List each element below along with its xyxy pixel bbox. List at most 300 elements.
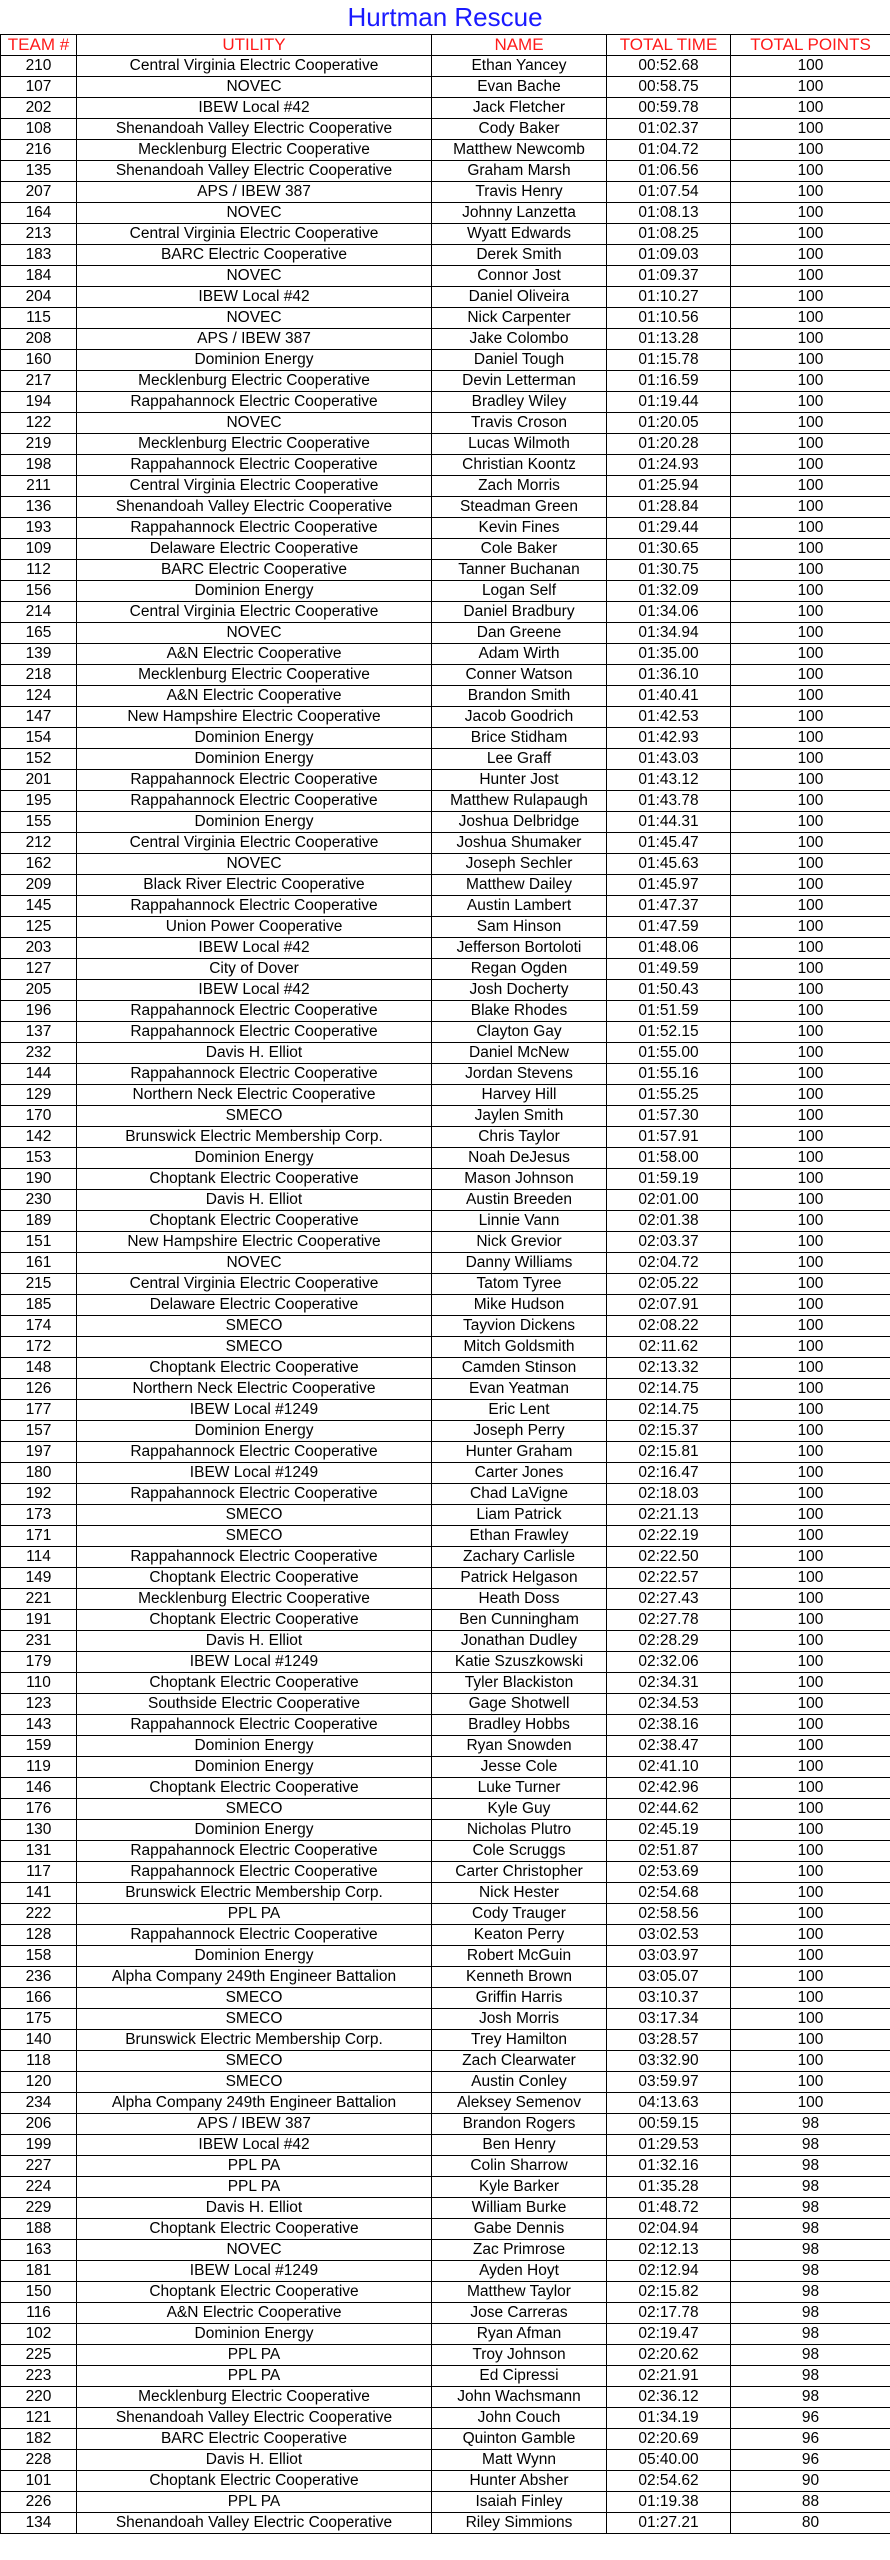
- name-cell: Clayton Gay: [432, 1022, 607, 1043]
- team-number-cell: 118: [1, 2051, 77, 2072]
- total-points-cell: 100: [731, 98, 890, 119]
- table-row: [1, 896, 890, 917]
- total-time-cell: 02:04.94: [607, 2219, 731, 2240]
- total-points-cell: 100: [731, 1547, 890, 1568]
- total-time-cell: 01:19.44: [607, 392, 731, 413]
- total-points-cell: 100: [731, 455, 890, 476]
- name-cell: Matthew Dailey: [432, 875, 607, 896]
- total-time-cell: 01:55.25: [607, 1085, 731, 1106]
- name-cell: Colin Sharrow: [432, 2156, 607, 2177]
- name-cell: Tayvion Dickens: [432, 1316, 607, 1337]
- total-points-cell: 100: [731, 665, 890, 686]
- total-points-cell: 98: [731, 2135, 890, 2156]
- total-points-cell: 98: [731, 2366, 890, 2387]
- name-cell: Griffin Harris: [432, 1988, 607, 2009]
- total-time-cell: 02:15.37: [607, 1421, 731, 1442]
- total-points-cell: 88: [731, 2492, 890, 2513]
- total-time-cell: 01:10.56: [607, 308, 731, 329]
- utility-cell: Delaware Electric Cooperative: [77, 1295, 432, 1316]
- total-points-cell: 100: [731, 1694, 890, 1715]
- utility-cell: BARC Electric Cooperative: [77, 560, 432, 581]
- table-row: [1, 539, 890, 560]
- name-cell: Josh Morris: [432, 2009, 607, 2030]
- table-row: [1, 1694, 890, 1715]
- name-cell: Zac Primrose: [432, 2240, 607, 2261]
- total-time-cell: 03:02.53: [607, 1925, 731, 1946]
- team-number-cell: 152: [1, 749, 77, 770]
- table-row: [1, 2051, 890, 2072]
- total-points-cell: 100: [731, 1967, 890, 1988]
- utility-cell: Rappahannock Electric Cooperative: [77, 1841, 432, 1862]
- table-row: [1, 2009, 890, 2030]
- utility-cell: SMECO: [77, 1505, 432, 1526]
- table-row: [1, 1400, 890, 1421]
- team-number-cell: 109: [1, 539, 77, 560]
- table-row: [1, 1169, 890, 1190]
- utility-cell: Mecklenburg Electric Cooperative: [77, 371, 432, 392]
- team-number-cell: 232: [1, 1043, 77, 1064]
- total-time-cell: 02:38.16: [607, 1715, 731, 1736]
- team-number-cell: 177: [1, 1400, 77, 1421]
- table-row: [1, 2072, 890, 2093]
- utility-cell: IBEW Local #1249: [77, 1463, 432, 1484]
- name-cell: Joshua Shumaker: [432, 833, 607, 854]
- total-points-cell: 98: [731, 2387, 890, 2408]
- name-cell: Daniel Bradbury: [432, 602, 607, 623]
- total-time-cell: 01:45.97: [607, 875, 731, 896]
- name-cell: Steadman Green: [432, 497, 607, 518]
- name-cell: Kyle Barker: [432, 2177, 607, 2198]
- total-points-cell: 100: [731, 224, 890, 245]
- column-header-name: NAME: [432, 35, 607, 56]
- total-time-cell: 01:32.09: [607, 581, 731, 602]
- name-cell: Ryan Afman: [432, 2324, 607, 2345]
- name-cell: Carter Jones: [432, 1463, 607, 1484]
- total-time-cell: 01:44.31: [607, 812, 731, 833]
- total-time-cell: 01:51.59: [607, 1001, 731, 1022]
- total-time-cell: 03:10.37: [607, 1988, 731, 2009]
- total-time-cell: 01:43.12: [607, 770, 731, 791]
- name-cell: Patrick Helgason: [432, 1568, 607, 1589]
- total-points-cell: 100: [731, 1757, 890, 1778]
- total-points-cell: 100: [731, 1862, 890, 1883]
- total-time-cell: 01:40.41: [607, 686, 731, 707]
- utility-cell: Union Power Cooperative: [77, 917, 432, 938]
- table-row: [1, 497, 890, 518]
- team-number-cell: 130: [1, 1820, 77, 1841]
- total-points-cell: 100: [731, 623, 890, 644]
- total-points-cell: 100: [731, 833, 890, 854]
- total-time-cell: 02:19.47: [607, 2324, 731, 2345]
- utility-cell: Rappahannock Electric Cooperative: [77, 392, 432, 413]
- name-cell: Jacob Goodrich: [432, 707, 607, 728]
- team-number-cell: 107: [1, 77, 77, 98]
- total-time-cell: 01:45.47: [607, 833, 731, 854]
- utility-cell: PPL PA: [77, 2345, 432, 2366]
- total-points-cell: 100: [731, 308, 890, 329]
- utility-cell: Shenandoah Valley Electric Cooperative: [77, 2408, 432, 2429]
- utility-cell: City of Dover: [77, 959, 432, 980]
- table-row: [1, 938, 890, 959]
- name-cell: Chris Taylor: [432, 1127, 607, 1148]
- total-time-cell: 02:17.78: [607, 2303, 731, 2324]
- total-points-cell: 98: [731, 2156, 890, 2177]
- table-row: [1, 2261, 890, 2282]
- utility-cell: IBEW Local #1249: [77, 2261, 432, 2282]
- name-cell: Nick Carpenter: [432, 308, 607, 329]
- table-row: [1, 2366, 890, 2387]
- results-body: [1, 56, 890, 2534]
- team-number-cell: 157: [1, 1421, 77, 1442]
- name-cell: Connor Jost: [432, 266, 607, 287]
- table-row: [1, 2219, 890, 2240]
- name-cell: Jesse Cole: [432, 1757, 607, 1778]
- table-row: [1, 140, 890, 161]
- name-cell: Graham Marsh: [432, 161, 607, 182]
- total-time-cell: 01:43.78: [607, 791, 731, 812]
- total-time-cell: 01:42.93: [607, 728, 731, 749]
- team-number-cell: 122: [1, 413, 77, 434]
- total-points-cell: 100: [731, 1820, 890, 1841]
- utility-cell: Rappahannock Electric Cooperative: [77, 1862, 432, 1883]
- utility-cell: Dominion Energy: [77, 1946, 432, 1967]
- team-number-cell: 154: [1, 728, 77, 749]
- table-row: [1, 1232, 890, 1253]
- utility-cell: Choptank Electric Cooperative: [77, 1568, 432, 1589]
- name-cell: Chad LaVigne: [432, 1484, 607, 1505]
- total-time-cell: 03:17.34: [607, 2009, 731, 2030]
- name-cell: Quinton Gamble: [432, 2429, 607, 2450]
- team-number-cell: 166: [1, 1988, 77, 2009]
- team-number-cell: 153: [1, 1148, 77, 1169]
- team-number-cell: 227: [1, 2156, 77, 2177]
- total-points-cell: 100: [731, 1274, 890, 1295]
- name-cell: Jose Carreras: [432, 2303, 607, 2324]
- total-time-cell: 02:12.94: [607, 2261, 731, 2282]
- total-points-cell: 100: [731, 476, 890, 497]
- team-number-cell: 162: [1, 854, 77, 875]
- table-row: [1, 434, 890, 455]
- team-number-cell: 114: [1, 1547, 77, 1568]
- total-points-cell: 100: [731, 938, 890, 959]
- table-row: [1, 560, 890, 581]
- name-cell: Joseph Sechler: [432, 854, 607, 875]
- name-cell: William Burke: [432, 2198, 607, 2219]
- name-cell: John Wachsmann: [432, 2387, 607, 2408]
- utility-cell: Choptank Electric Cooperative: [77, 2282, 432, 2303]
- total-time-cell: 01:45.63: [607, 854, 731, 875]
- total-time-cell: 02:20.62: [607, 2345, 731, 2366]
- total-points-cell: 100: [731, 1715, 890, 1736]
- utility-cell: Davis H. Elliot: [77, 1190, 432, 1211]
- team-number-cell: 188: [1, 2219, 77, 2240]
- utility-cell: Central Virginia Electric Cooperative: [77, 833, 432, 854]
- table-row: [1, 2198, 890, 2219]
- total-time-cell: 01:34.94: [607, 623, 731, 644]
- total-time-cell: 01:08.13: [607, 203, 731, 224]
- table-row: [1, 833, 890, 854]
- name-cell: Hunter Graham: [432, 1442, 607, 1463]
- total-points-cell: 100: [731, 1841, 890, 1862]
- total-points-cell: 100: [731, 791, 890, 812]
- total-time-cell: 02:27.43: [607, 1589, 731, 1610]
- table-row: [1, 455, 890, 476]
- total-points-cell: 100: [731, 56, 890, 77]
- total-time-cell: 02:34.53: [607, 1694, 731, 1715]
- utility-cell: Central Virginia Electric Cooperative: [77, 476, 432, 497]
- team-number-cell: 220: [1, 2387, 77, 2408]
- team-number-cell: 213: [1, 224, 77, 245]
- total-points-cell: 100: [731, 1631, 890, 1652]
- total-time-cell: 02:58.56: [607, 1904, 731, 1925]
- total-time-cell: 02:22.57: [607, 1568, 731, 1589]
- total-time-cell: 02:14.75: [607, 1400, 731, 1421]
- name-cell: Kyle Guy: [432, 1799, 607, 1820]
- team-number-cell: 117: [1, 1862, 77, 1883]
- total-points-cell: 100: [731, 707, 890, 728]
- total-time-cell: 02:38.47: [607, 1736, 731, 1757]
- team-number-cell: 145: [1, 896, 77, 917]
- name-cell: Tanner Buchanan: [432, 560, 607, 581]
- name-cell: Troy Johnson: [432, 2345, 607, 2366]
- table-row: [1, 602, 890, 623]
- name-cell: Dan Greene: [432, 623, 607, 644]
- table-row: [1, 1904, 890, 1925]
- table-row: [1, 1652, 890, 1673]
- utility-cell: APS / IBEW 387: [77, 329, 432, 350]
- total-points-cell: 100: [731, 1589, 890, 1610]
- total-time-cell: 01:57.30: [607, 1106, 731, 1127]
- total-time-cell: 02:34.31: [607, 1673, 731, 1694]
- name-cell: Eric Lent: [432, 1400, 607, 1421]
- total-time-cell: 02:42.96: [607, 1778, 731, 1799]
- utility-cell: Dominion Energy: [77, 749, 432, 770]
- table-row: [1, 350, 890, 371]
- total-points-cell: 100: [731, 1610, 890, 1631]
- total-points-cell: 100: [731, 1190, 890, 1211]
- total-time-cell: 02:28.29: [607, 1631, 731, 1652]
- total-points-cell: 100: [731, 329, 890, 350]
- total-points-cell: 100: [731, 602, 890, 623]
- utility-cell: Dominion Energy: [77, 1736, 432, 1757]
- team-number-cell: 120: [1, 2072, 77, 2093]
- utility-cell: PPL PA: [77, 2177, 432, 2198]
- total-time-cell: 02:11.62: [607, 1337, 731, 1358]
- utility-cell: SMECO: [77, 1988, 432, 2009]
- table-row: [1, 875, 890, 896]
- name-cell: Harvey Hill: [432, 1085, 607, 1106]
- table-row: [1, 1883, 890, 1904]
- utility-cell: Rappahannock Electric Cooperative: [77, 1064, 432, 1085]
- total-points-cell: 100: [731, 1148, 890, 1169]
- total-points-cell: 100: [731, 1085, 890, 1106]
- table-row: [1, 1022, 890, 1043]
- name-cell: Camden Stinson: [432, 1358, 607, 1379]
- name-cell: Jefferson Bortoloti: [432, 938, 607, 959]
- utility-cell: Choptank Electric Cooperative: [77, 1610, 432, 1631]
- total-time-cell: 01:30.75: [607, 560, 731, 581]
- total-time-cell: 03:28.57: [607, 2030, 731, 2051]
- name-cell: Cody Trauger: [432, 1904, 607, 1925]
- table-row: [1, 266, 890, 287]
- total-time-cell: 01:07.54: [607, 182, 731, 203]
- utility-cell: BARC Electric Cooperative: [77, 2429, 432, 2450]
- table-row: [1, 2303, 890, 2324]
- total-points-cell: 100: [731, 245, 890, 266]
- total-points-cell: 100: [731, 266, 890, 287]
- team-number-cell: 135: [1, 161, 77, 182]
- table-row: [1, 812, 890, 833]
- table-row: [1, 686, 890, 707]
- utility-cell: Rappahannock Electric Cooperative: [77, 455, 432, 476]
- table-row: [1, 1568, 890, 1589]
- team-number-cell: 172: [1, 1337, 77, 1358]
- table-row: [1, 1421, 890, 1442]
- team-number-cell: 236: [1, 1967, 77, 1988]
- team-number-cell: 144: [1, 1064, 77, 1085]
- team-number-cell: 125: [1, 917, 77, 938]
- total-points-cell: 98: [731, 2324, 890, 2345]
- utility-cell: Central Virginia Electric Cooperative: [77, 224, 432, 245]
- table-row: [1, 287, 890, 308]
- name-cell: Mitch Goldsmith: [432, 1337, 607, 1358]
- total-time-cell: 01:57.91: [607, 1127, 731, 1148]
- utility-cell: SMECO: [77, 2072, 432, 2093]
- table-row: [1, 1211, 890, 1232]
- utility-cell: Northern Neck Electric Cooperative: [77, 1085, 432, 1106]
- name-cell: Ayden Hoyt: [432, 2261, 607, 2282]
- table-row: [1, 1316, 890, 1337]
- table-row: [1, 1064, 890, 1085]
- table-row: [1, 1673, 890, 1694]
- team-number-cell: 201: [1, 770, 77, 791]
- name-cell: Robert McGuin: [432, 1946, 607, 1967]
- name-cell: Jake Colombo: [432, 329, 607, 350]
- utility-cell: Dominion Energy: [77, 1820, 432, 1841]
- total-points-cell: 96: [731, 2450, 890, 2471]
- utility-cell: Rappahannock Electric Cooperative: [77, 896, 432, 917]
- total-points-cell: 100: [731, 1337, 890, 1358]
- table-row: [1, 371, 890, 392]
- team-number-cell: 195: [1, 791, 77, 812]
- table-row: [1, 2345, 890, 2366]
- table-row: [1, 2093, 890, 2114]
- team-number-cell: 110: [1, 1673, 77, 1694]
- name-cell: Matt Wynn: [432, 2450, 607, 2471]
- total-points-cell: 98: [731, 2345, 890, 2366]
- table-row: [1, 2177, 890, 2198]
- utility-cell: NOVEC: [77, 77, 432, 98]
- name-cell: Johnny Lanzetta: [432, 203, 607, 224]
- total-points-cell: 100: [731, 2051, 890, 2072]
- total-points-cell: 100: [731, 539, 890, 560]
- table-row: [1, 1946, 890, 1967]
- utility-cell: IBEW Local #42: [77, 287, 432, 308]
- total-points-cell: 98: [731, 2177, 890, 2198]
- total-points-cell: 100: [731, 1064, 890, 1085]
- team-number-cell: 142: [1, 1127, 77, 1148]
- table-row: [1, 1841, 890, 1862]
- name-cell: Cody Baker: [432, 119, 607, 140]
- team-number-cell: 197: [1, 1442, 77, 1463]
- total-time-cell: 02:07.91: [607, 1295, 731, 1316]
- name-cell: Zach Clearwater: [432, 2051, 607, 2072]
- total-points-cell: 100: [731, 1904, 890, 1925]
- total-points-cell: 100: [731, 1526, 890, 1547]
- results-table: [0, 34, 890, 2534]
- team-number-cell: 224: [1, 2177, 77, 2198]
- total-points-cell: 100: [731, 854, 890, 875]
- utility-cell: Mecklenburg Electric Cooperative: [77, 2387, 432, 2408]
- total-points-cell: 100: [731, 1106, 890, 1127]
- team-number-cell: 150: [1, 2282, 77, 2303]
- total-points-cell: 100: [731, 77, 890, 98]
- team-number-cell: 161: [1, 1253, 77, 1274]
- header-row: [1, 35, 890, 56]
- total-time-cell: 01:50.43: [607, 980, 731, 1001]
- team-number-cell: 163: [1, 2240, 77, 2261]
- team-number-cell: 108: [1, 119, 77, 140]
- name-cell: Kenneth Brown: [432, 1967, 607, 1988]
- total-time-cell: 01:49.59: [607, 959, 731, 980]
- name-cell: Austin Lambert: [432, 896, 607, 917]
- name-cell: Matthew Rulapaugh: [432, 791, 607, 812]
- utility-cell: NOVEC: [77, 623, 432, 644]
- name-cell: Joshua Delbridge: [432, 812, 607, 833]
- total-points-cell: 100: [731, 1127, 890, 1148]
- team-number-cell: 123: [1, 1694, 77, 1715]
- total-time-cell: 02:41.10: [607, 1757, 731, 1778]
- team-number-cell: 170: [1, 1106, 77, 1127]
- table-row: [1, 1337, 890, 1358]
- utility-cell: Dominion Energy: [77, 1757, 432, 1778]
- name-cell: Wyatt Edwards: [432, 224, 607, 245]
- team-number-cell: 173: [1, 1505, 77, 1526]
- total-points-cell: 100: [731, 2009, 890, 2030]
- total-time-cell: 01:47.59: [607, 917, 731, 938]
- total-points-cell: 100: [731, 350, 890, 371]
- team-number-cell: 191: [1, 1610, 77, 1631]
- total-time-cell: 00:59.78: [607, 98, 731, 119]
- total-points-cell: 100: [731, 1799, 890, 1820]
- team-number-cell: 211: [1, 476, 77, 497]
- table-row: [1, 1736, 890, 1757]
- name-cell: Bradley Hobbs: [432, 1715, 607, 1736]
- utility-cell: SMECO: [77, 1337, 432, 1358]
- total-points-cell: 100: [731, 1463, 890, 1484]
- table-row: [1, 581, 890, 602]
- total-time-cell: 01:58.00: [607, 1148, 731, 1169]
- total-points-cell: 100: [731, 581, 890, 602]
- utility-cell: A&N Electric Cooperative: [77, 686, 432, 707]
- utility-cell: PPL PA: [77, 2492, 432, 2513]
- team-number-cell: 119: [1, 1757, 77, 1778]
- utility-cell: BARC Electric Cooperative: [77, 245, 432, 266]
- total-time-cell: 03:05.07: [607, 1967, 731, 1988]
- total-time-cell: 01:27.21: [607, 2513, 731, 2534]
- total-time-cell: 03:32.90: [607, 2051, 731, 2072]
- name-cell: Christian Koontz: [432, 455, 607, 476]
- utility-cell: Delaware Electric Cooperative: [77, 539, 432, 560]
- table-row: [1, 182, 890, 203]
- utility-cell: Rappahannock Electric Cooperative: [77, 791, 432, 812]
- name-cell: Brandon Smith: [432, 686, 607, 707]
- utility-cell: IBEW Local #42: [77, 938, 432, 959]
- total-time-cell: 01:02.37: [607, 119, 731, 140]
- team-number-cell: 231: [1, 1631, 77, 1652]
- name-cell: Isaiah Finley: [432, 2492, 607, 2513]
- total-time-cell: 01:59.19: [607, 1169, 731, 1190]
